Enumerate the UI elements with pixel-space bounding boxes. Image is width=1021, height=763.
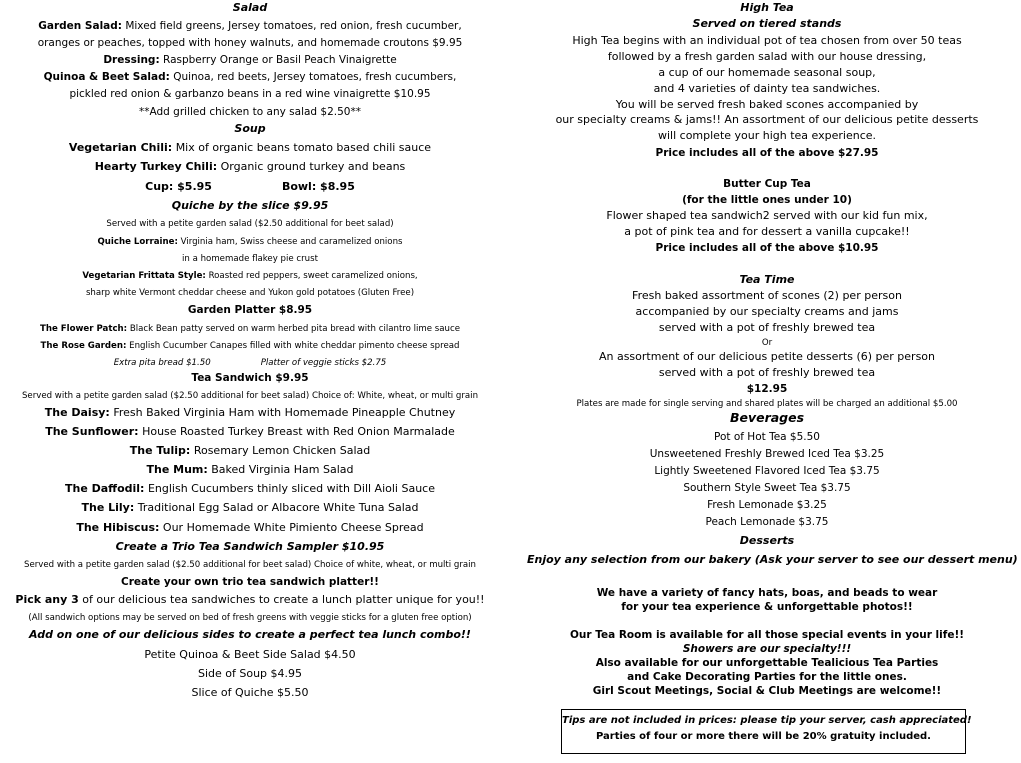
high-tea-price: Price includes all of the above $27.95 <box>655 147 879 159</box>
beverage-item: Unsweetened Freshly Brewed Iced Tea $3.25 <box>649 448 885 460</box>
quiche-heading: Quiche by the slice $9.95 <box>171 199 329 212</box>
sandwich-desc: House Roasted Turkey Breast with Red Onion Marmalade <box>142 425 455 438</box>
sandwich-item <box>10 521 490 535</box>
sandwich-item <box>10 463 490 477</box>
garden-salad-desc2: oranges or peaches, topped with honey walnuts, and homemade croutons $9.95 <box>37 37 463 49</box>
tea-time-heading: Tea Time <box>739 273 795 286</box>
events-line: Our Tea Room is available for all those special events in your life!! <box>569 629 965 641</box>
salad-heading: Salad <box>232 1 268 14</box>
tea-time-line: served with a pot of freshly brewed tea <box>658 321 876 334</box>
beverage-item: Peach Lemonade $3.75 <box>705 516 829 528</box>
frittata-desc: Roasted red peppers, sweet caramelized onions, <box>208 271 418 281</box>
dressing-name: Dressing: <box>103 54 160 66</box>
beverage-item: Fresh Lemonade $3.25 <box>707 499 827 511</box>
flower-patch-item <box>10 322 490 336</box>
bowl-price: Bowl: $8.95 <box>281 180 355 193</box>
sandwich-desc: Rosemary Lemon Chicken Salad <box>193 444 371 457</box>
platter-extras <box>10 356 490 370</box>
frittata-name: Vegetarian Frittata Style: <box>82 271 206 281</box>
high-tea-line: and 4 varieties of dainty tea sandwiches. <box>653 82 881 95</box>
garden-platter-heading: Garden Platter $8.95 <box>187 304 313 316</box>
soup-heading: Soup <box>234 122 266 135</box>
veg-chili-desc: Mix of organic beans tomato based chili sauce <box>175 141 432 154</box>
garden-salad-name: Garden Salad: <box>38 20 122 32</box>
quiche-lorraine-item <box>10 235 490 249</box>
trio-note: Served with a petite garden salad ($2.50 additional for beet salad) Choice of white, wheat, or multi grain <box>23 560 476 570</box>
high-tea-line: High Tea begins with an individual pot of tea chosen from over 50 teas <box>572 34 962 47</box>
events-line: Showers are our specialty!!! <box>682 643 852 655</box>
rose-garden-name: The Rose Garden: <box>40 341 127 351</box>
sandwich-item <box>10 482 490 496</box>
tips-box <box>561 709 972 754</box>
sandwich-desc: Traditional Egg Salad or Albacore White Tuna Salad <box>137 501 419 514</box>
butter-cup-line: a pot of pink tea and for dessert a vanilla cupcake!! <box>624 225 910 238</box>
butter-cup-price: Price includes all of the above $10.95 <box>655 242 879 254</box>
veggie-sticks: Platter of veggie sticks $2.75 <box>260 358 387 368</box>
sandwich-name: The Mum: <box>146 463 208 476</box>
quinoa-salad-desc: Quinoa, red beets, Jersey tomatoes, fresh cucumbers, <box>173 71 457 83</box>
hats-line: We have a variety of fancy hats, boas, and beads to wear <box>596 587 938 599</box>
beverage-item: Southern Style Sweet Tea $3.75 <box>683 482 851 494</box>
sandwich-name: The Lily: <box>81 501 135 514</box>
beverage-item: Lightly Sweetened Flavored Iced Tea $3.75 <box>654 465 880 477</box>
sandwich-name: The Daffodil: <box>65 482 145 495</box>
quiche-lorraine-name: Quiche Lorraine: <box>97 237 178 247</box>
garden-salad-desc: Mixed field greens, Jersey tomatoes, red onion, fresh cucumber, <box>125 20 462 32</box>
gluten-note: (All sandwich options may be served on bed of fresh greens with veggie sticks for a gluten free option) <box>28 613 472 623</box>
garden-salad-item <box>10 19 490 33</box>
tea-time-line: An assortment of our delicious petite desserts (6) per person <box>598 350 936 363</box>
frittata-item <box>10 269 490 283</box>
quiche-note: Served with a petite garden salad ($2.50 additional for beet salad) <box>106 219 394 229</box>
side-item: Side of Soup $4.95 <box>197 667 303 680</box>
beverages-heading: Beverages <box>729 410 805 425</box>
sandwich-item <box>10 444 490 458</box>
side-item: Slice of Quiche $5.50 <box>191 686 309 699</box>
butter-cup-line: Flower shaped tea sandwich2 served with our kid fun mix, <box>606 209 928 222</box>
flower-patch-name: The Flower Patch: <box>39 324 128 334</box>
tips-line: Tips are not included in prices: please tip your server, cash appreciated! <box>562 715 972 726</box>
turkey-chili-name: Hearty Turkey Chili: <box>94 160 218 173</box>
desserts-heading: Desserts <box>739 534 795 547</box>
rose-garden-desc: English Cucumber Canapes filled with white cheddar pimento cheese spread <box>129 341 460 351</box>
tea-time-or: Or <box>761 338 773 348</box>
chicken-note: **Add grilled chicken to any salad $2.50** <box>139 106 361 118</box>
flower-patch-desc: Black Bean patty served on warm herbed pita bread with cilantro lime sauce <box>129 324 461 334</box>
pick-bold: Pick any 3 <box>15 593 79 606</box>
dressing-desc: Raspberry Orange or Basil Peach Vinaigrette <box>163 54 397 66</box>
extra-pita: Extra pita bread $1.50 <box>113 358 211 368</box>
tea-sandwich-heading: Tea Sandwich $9.95 <box>191 372 309 384</box>
butter-cup-sub: (for the little ones under 10) <box>682 194 852 206</box>
beverage-item: Pot of Hot Tea $5.50 <box>714 431 820 443</box>
trio-create: Create your own trio tea sandwich platter!! <box>121 576 379 588</box>
high-tea-heading: High Tea <box>740 1 794 14</box>
turkey-chili-desc: Organic ground turkey and beans <box>220 160 406 173</box>
events-line: Also available for our unforgettable Tealicious Tea Parties <box>595 657 939 669</box>
desserts-line: Enjoy any selection from our bakery (Ask your server to see our dessert menu) <box>527 553 1018 566</box>
dressing-item <box>10 53 490 67</box>
quinoa-salad-desc2: pickled red onion & garbanzo beans in a red wine vinaigrette $10.95 <box>69 88 431 100</box>
sandwich-desc: English Cucumbers thinly sliced with Dill Aioli Sauce <box>147 482 435 495</box>
side-item: Petite Quinoa & Beet Side Salad $4.50 <box>144 648 356 661</box>
rose-garden-item <box>10 339 490 353</box>
high-tea-line: our specialty creams & jams!! An assortment of our delicious petite desserts <box>555 113 979 126</box>
quiche-lorraine-desc2: in a homemade flakey pie crust <box>182 254 318 264</box>
gratuity-line: Parties of four or more there will be 20% gratuity included. <box>596 731 931 742</box>
high-tea-sub: Served on tiered stands <box>692 17 842 30</box>
events-line: Girl Scout Meetings, Social & Club Meetings are welcome!! <box>592 685 942 697</box>
sandwich-name: The Sunflower: <box>45 425 139 438</box>
frittata-desc2: sharp white Vermont cheddar cheese and Yukon gold potatoes (Gluten Free) <box>85 288 415 298</box>
high-tea-line: a cup of our homemade seasonal soup, <box>658 66 876 79</box>
sandwich-desc: Baked Virginia Ham Salad <box>211 463 354 476</box>
sandwich-name: The Daisy: <box>44 406 110 419</box>
hats-line: for your tea experience & unforgettable photos!! <box>621 601 913 613</box>
tea-sandwich-note: Served with a petite garden salad ($2.50 additional for beet salad) Choice of: White, wheat, or multi grain <box>21 391 479 401</box>
trio-heading: Create a Trio Tea Sandwich Sampler $10.95 <box>115 540 385 553</box>
soup-prices <box>10 180 490 194</box>
sandwich-name: The Tulip: <box>129 444 191 457</box>
butter-cup-heading: Butter Cup Tea <box>723 178 811 190</box>
veg-chili-item <box>10 141 490 155</box>
sandwich-item <box>10 501 490 515</box>
sandwich-item <box>10 425 490 439</box>
sandwich-name: The Hibiscus: <box>76 521 160 534</box>
high-tea-line: will complete your high tea experience. <box>657 129 877 142</box>
tea-time-line: Fresh baked assortment of scones (2) per person <box>632 289 902 302</box>
pick-line <box>10 593 490 607</box>
quiche-lorraine-desc: Virginia ham, Swiss cheese and caramelized onions <box>180 237 403 247</box>
events-line: and Cake Decorating Parties for the little ones. <box>627 671 907 683</box>
veg-chili-name: Vegetarian Chili: <box>68 141 173 154</box>
quinoa-salad-item <box>10 70 490 84</box>
sandwich-desc: Fresh Baked Virginia Ham with Homemade Pineapple Chutney <box>113 406 456 419</box>
sandwich-desc: Our Homemade White Pimiento Cheese Spread <box>162 521 424 534</box>
sandwich-item <box>10 406 490 420</box>
plates-note: Plates are made for single serving and shared plates will be charged an additional $5.00 <box>576 399 958 409</box>
cup-price: Cup: $5.95 <box>145 180 212 193</box>
quinoa-salad-name: Quinoa & Beet Salad: <box>43 71 170 83</box>
tea-time-line: served with a pot of freshly brewed tea <box>658 366 876 379</box>
tea-time-line: accompanied by our specialty creams and jams <box>635 305 899 318</box>
turkey-chili-item <box>10 160 490 174</box>
pick-rest: of our delicious tea sandwiches to create a lunch platter unique for you!! <box>82 593 485 606</box>
high-tea-line: You will be served fresh baked scones accompanied by <box>615 98 919 111</box>
sides-heading: Add on one of our delicious sides to create a perfect tea lunch combo!! <box>29 628 471 641</box>
high-tea-line: followed by a fresh garden salad with our house dressing, <box>607 50 927 63</box>
tea-time-price: $12.95 <box>746 383 788 395</box>
